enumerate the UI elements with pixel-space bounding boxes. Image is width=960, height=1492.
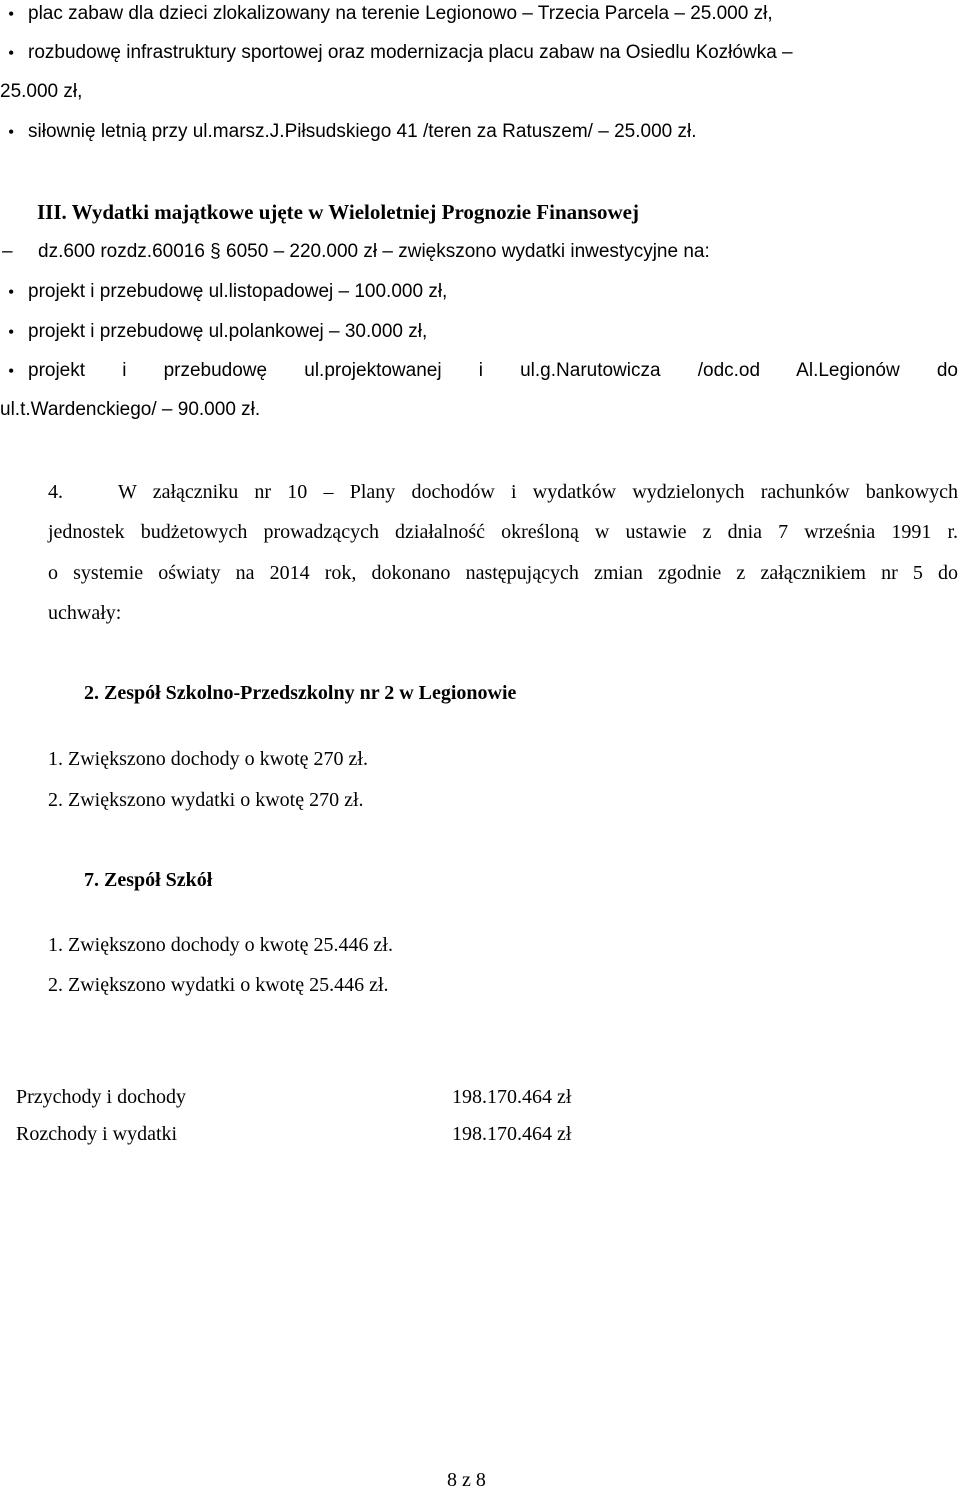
bullet: •	[8, 361, 15, 381]
unit-heading: 7. Zespół Szkół	[84, 869, 213, 891]
list-item: projekt i przebudowę ul.polankowej – 30.000 zł,	[28, 321, 428, 342]
list-item: projekt i przebudowę ul.listopadowej – 100.000 zł,	[28, 281, 448, 302]
bullet: •	[8, 4, 15, 24]
section-heading: III. Wydatki majątkowe ujęte w Wieloletniej Prognozie Finansowej	[37, 200, 639, 224]
list-item: projekt i przebudowę ul.projektowanej i ul.g.Narutowicza /odc.od Al.Legionów do	[28, 360, 958, 381]
summary-label: Przychody i dochody	[16, 1086, 186, 1108]
bullet: •	[8, 322, 15, 342]
unit-item: 2. Zwiększono wydatki o kwotę 270 zł.	[48, 789, 364, 811]
summary-label: Rozchody i wydatki	[16, 1123, 178, 1145]
list-item-continuation: ul.t.Wardenckiego/ – 90.000 zł.	[0, 399, 261, 420]
summary-value: 198.170.464 zł	[452, 1123, 572, 1145]
paragraph-line: uchwały:	[48, 602, 122, 624]
paragraph-line: jednostek budżetowych prowadzących działalność określoną w ustawie z dnia 7 września 1991 r.	[48, 521, 958, 543]
bullet-text: plac zabaw dla dzieci zlokalizowany na terenie Legionowo – Trzecia Parcela – 25.000 zł,	[28, 3, 773, 24]
point-number: 4.	[48, 481, 63, 503]
bullet-text: rozbudowę infrastruktury sportowej oraz modernizacja placu zabaw na Osiedlu Kozłówka –	[28, 42, 793, 63]
unit-item: 1. Zwiększono dochody o kwotę 25.446 zł.	[48, 934, 393, 956]
paragraph-line: W załączniku nr 10 – Plany dochodów i wydatków wydzielonych rachunków bankowych	[118, 481, 958, 503]
bullet-text-continuation: 25.000 zł,	[0, 81, 83, 102]
dash-marker: –	[2, 241, 13, 262]
bullet: •	[8, 43, 15, 63]
section-intro: dz.600 rozdz.60016 § 6050 – 220.000 zł – zwiększono wydatki inwestycyjne na:	[38, 241, 710, 262]
bullet: •	[8, 282, 15, 302]
bullet: •	[8, 122, 15, 142]
unit-item: 1. Zwiększono dochody o kwotę 270 zł.	[48, 748, 368, 770]
summary-value: 198.170.464 zł	[452, 1086, 572, 1108]
unit-item: 2. Zwiększono wydatki o kwotę 25.446 zł.	[48, 974, 389, 996]
bullet-text: siłownię letnią przy ul.marsz.J.Piłsudskiego 41 /teren za Ratuszem/ – 25.000 zł.	[28, 121, 697, 142]
unit-heading: 2. Zespół Szkolno-Przedszkolny nr 2 w Legionowie	[84, 682, 517, 704]
paragraph-line: o systemie oświaty na 2014 rok, dokonano następujących zmian zgodnie z załącznikiem nr 5 do	[48, 562, 958, 584]
page-number: 8 z 8	[447, 1469, 486, 1491]
